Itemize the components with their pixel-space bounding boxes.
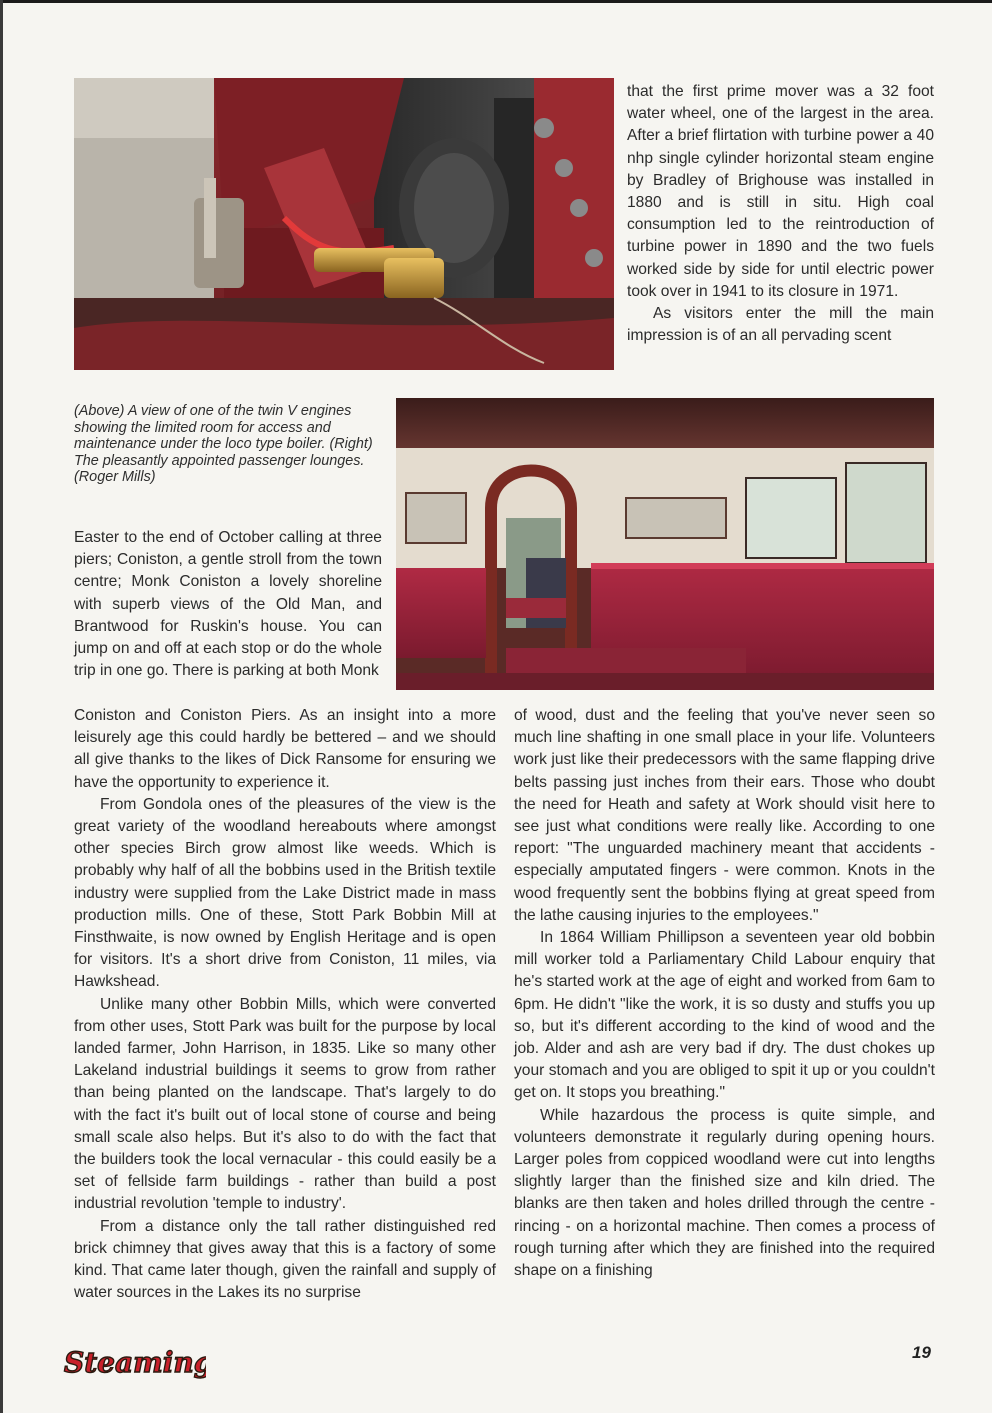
- paragraph: From Gondola ones of the pleasures of the view is the great variety of the woodland hereabouts where amongst other species Birch grow almost like weeds. Which is probably why half of all the bobbins used in the British textile industry were supplied from the Lake District made in mass production mills. One of these, Stott Park Bobbin Mill at Finsthwaite, is now owned by English Heritage and is open for visitors. It's a short drive from Coniston, 11 miles, via Hawkshead.: [74, 795, 496, 991]
- page-number: 19: [912, 1343, 931, 1362]
- paragraph: Unlike many other Bobbin Mills, which were converted from other uses, Stott Park was built for the purpose by local landed farmer, John Harrison, in 1835. Like so many other Lakeland industrial buildings it seems to grow from rather than being planted on the landscape. That's largely to do with the fact it's built out of local stone of course and being small scale also helps. But it's also to do with the fact that the builders took the local vernacular - this could easily be a set of fellside farm buildings - rather than build a post industrial revolution 'temple to industry'.: [74, 995, 496, 1213]
- paragraph: of wood, dust and the feeling that you've never seen so much line shafting in one small place in your life. Volunteers work just like their predecessors with the same flapping drive belts passing just inches from their ears. Those who doubt the need for Heath and safety at Work should visit here to see just what conditions were really like. According to one report: "The unguarded machinery meant that accidents - especially amputated fingers - were common. Knots in the wood frequently sent the bobbins flying at great speed from the lathe causing injuries to the employees.": [514, 707, 935, 924]
- right-top-column: [627, 81, 934, 347]
- left-column: [74, 705, 496, 1304]
- lounge-photo: [396, 398, 934, 690]
- steaming-logo: [60, 1342, 206, 1380]
- engine-photo: [74, 78, 614, 370]
- paragraph: From a distance only the tall rather distinguished red brick chimney that gives away that this is a factory of some kind. That came later though, given the rainfall and supply of water sources in the Lakes its no surprise: [74, 1217, 496, 1302]
- paragraph: As visitors enter the mill the main impression is of an all pervading scent: [627, 305, 934, 345]
- paragraph: In 1864 William Phillipson a seventeen year old bobbin mill worker told a Parliamentary Child Labour enquiry that he's started work at the age of eight and worked from 6am to 6pm. He didn't "like the work, it is so dusty and stuffs you up so, but it's different according to the kind of wood and the job. Alder and ash are very bad if dry. The dust chokes up your stomach and you are obliged to spit it up or you couldn't get on. It stops you breathing.": [514, 929, 935, 1102]
- paragraph: that the first prime mover was a 32 foot water wheel, one of the largest in the area. After a brief flirtation with turbine power a 40 nhp single cylinder horizontal steam engine by Bradley of Brighouse was installed in 1880 and is still in situ. High coal consumption led to the reintroduction of turbine power in 1890 and the two fuels worked side by side for until electric power took over in 1941 to its closure in 1971.: [627, 83, 934, 300]
- page-side-rule: [0, 0, 3, 1413]
- left-narrow-column: [74, 527, 382, 682]
- paragraph: Coniston and Coniston Piers. As an insight into a more leisurely age this could hardly be bettered – and we should all give thanks to the likes of Dick Ransome for ensuring we have the opportunity to experience it.: [74, 707, 496, 791]
- logo-text: Steaming: [64, 1346, 206, 1379]
- paragraph: While hazardous the process is quite simple, and volunteers demonstrate it regularly during opening hours. Larger poles from coppiced woodland were cut into lengths slightly larger than the finished size and kiln dried. The blanks are then taken and holes drilled through the centre - rincing - on a horizontal machine. Then comes a process of rough turning after which they are finished into the required shape on a finishing: [514, 1106, 935, 1280]
- page-top-rule: [0, 0, 992, 3]
- photo-caption: (Above) A view of one of the twin V engines showing the limited room for access and maintenance under the loco type boiler. (Right) The pleasantly appointed passenger lounges. (Roger Mills): [74, 403, 373, 485]
- right-column: [514, 705, 935, 1282]
- paragraph: Easter to the end of October calling at three piers; Coniston, a gentle stroll from the town centre; Monk Coniston a lovely shoreline with superb views of the Old Man, and Brantwood for Ruskin's house. You can jump on and off at each stop or do the whole trip in one go. There is parking at both Monk: [74, 529, 382, 680]
